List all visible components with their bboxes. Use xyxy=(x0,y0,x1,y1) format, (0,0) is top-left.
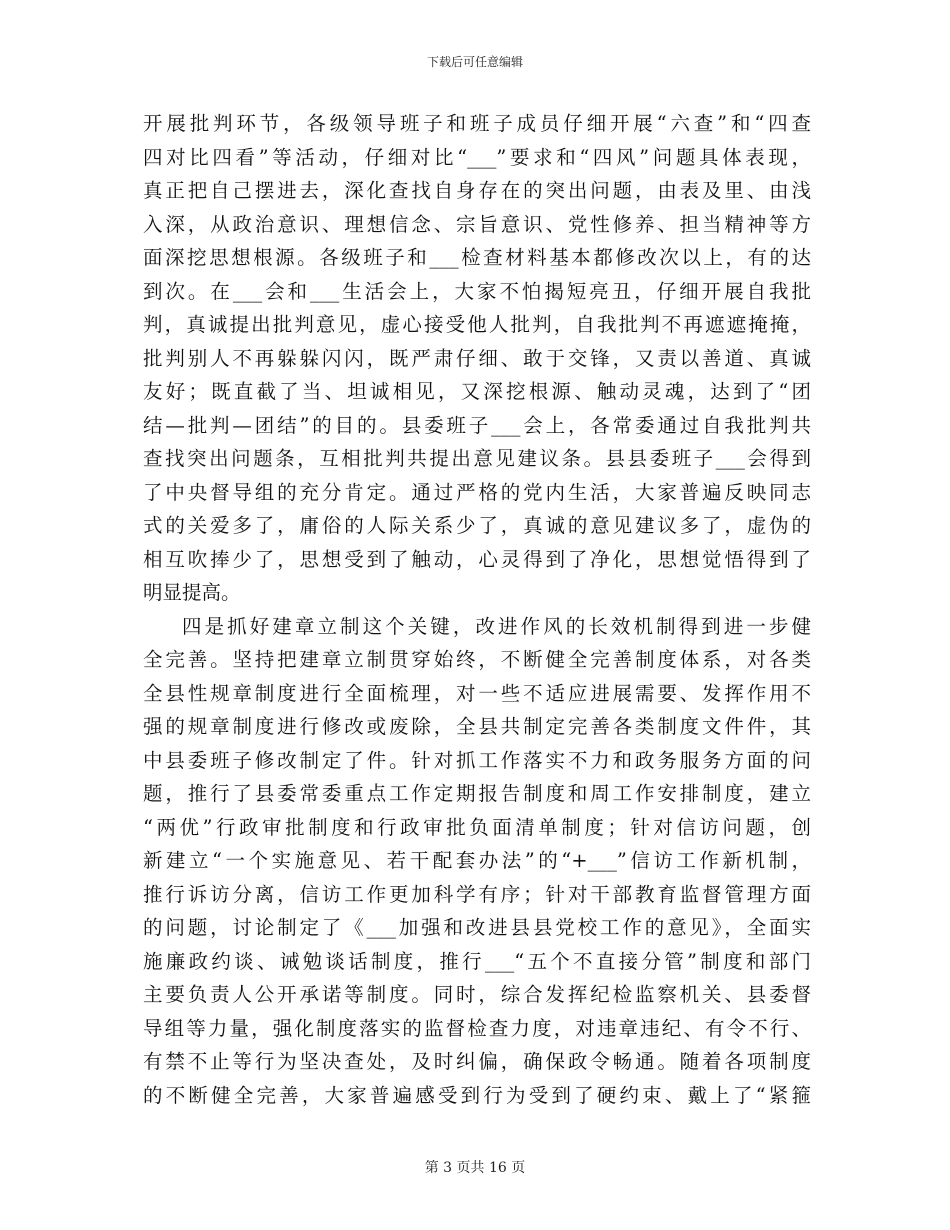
text-line: 判，真诚提出批判意见，虚心接受他人批判，自我批判不再遮遮掩掩， xyxy=(143,313,811,336)
text-line: 新建立“一个实施意见、若干配套办法”的“+___”信访工作新机制， xyxy=(143,849,811,872)
text-line: 的不断健全完善，大家普遍感受到行为受到了硬约束、戴上了“紧箍 xyxy=(143,1083,811,1107)
text-line: 批判别人不再躲躲闪闪，既严肃仔细、敢于交锋，又责以善道、真诚 xyxy=(143,346,811,370)
text-line: 查找突出问题条，互相批判共提出意见建议条。县县委班子___会得到 xyxy=(143,447,811,470)
text-line: 了中央督导组的充分肯定。通过严格的党内生活，大家普遍反映同志 xyxy=(143,480,811,504)
text-line: 四是抓好建章立制这个关键，改进作风的长效机制得到进一步健 xyxy=(182,614,811,638)
text-line: 导组等力量，强化制度落实的监督检查力度，对违章违纪、有令不行、 xyxy=(143,1016,811,1040)
page-footer: 第 3 页共 16 页 xyxy=(424,1160,526,1176)
page-header: 下载后可任意编辑 xyxy=(426,55,523,69)
text-line: 施廉政约谈、诫勉谈话制度，推行___“五个不直接分管”制度和部门 xyxy=(143,949,811,973)
text-line: 相互吹捧少了，思想受到了触动，心灵得到了净化，思想觉悟得到了 xyxy=(143,547,811,571)
text-line: 明显提高。 xyxy=(143,581,241,604)
text-line: 结—批判—团结”的目的。县委班子___会上，各常委通过自我批判共 xyxy=(143,413,811,437)
text-line: 式的关爱多了，庸俗的人际关系少了，真诚的意见建议多了，虚伪的 xyxy=(143,514,811,537)
text-line: “两优”行政审批制度和行政审批负面清单制度；针对信访问题，创 xyxy=(143,815,811,839)
text-line: 题，推行了县委常委重点工作定期报告制度和周工作安排制度，建立 xyxy=(143,782,811,805)
text-line: 主要负责人公开承诺等制度。同时，综合发挥纪检监察机关、县委督 xyxy=(143,983,811,1006)
text-line: 中县委班子修改制定了件。针对抓工作落实不力和政务服务方面的问 xyxy=(143,748,811,772)
text-line: 开展批判环节，各级领导班子和班子成员仔细开展“六查”和“四查 xyxy=(143,112,811,135)
text-line: 友好；既直截了当、坦诚相见，又深挖根源、触动灵魂，达到了“团 xyxy=(143,380,811,403)
text-line: 强的规章制度进行修改或废除，全县共制定完善各类制度文件件，其 xyxy=(143,715,811,738)
text-line: 入深，从政治意识、理想信念、宗旨意识、党性修养、担当精神等方 xyxy=(143,212,811,236)
text-line: 到次。在___会和___生活会上，大家不怕揭短亮丑，仔细开展自我批 xyxy=(143,279,811,303)
text-line: 推行诉访分离，信访工作更加科学有序；针对干部教育监督管理方面 xyxy=(143,882,811,906)
text-line: 全完善。坚持把建章立制贯穿始终，不断健全完善制度体系，对各类 xyxy=(143,648,811,671)
document-body xyxy=(143,107,811,1112)
text-line: 有禁不止等行为坚决查处，及时纠偏，确保政令畅通。随着各项制度 xyxy=(143,1050,811,1073)
text-line: 四对比四看”等活动，仔细对比“___”要求和“四风”问题具体表现， xyxy=(143,145,811,169)
text-line: 全县性规章制度进行全面梳理，对一些不适应进展需要、发挥作用不 xyxy=(143,681,811,705)
text-line: 的问题，讨论制定了《___加强和改进县县党校工作的意见》，全面实 xyxy=(143,916,811,939)
text-line: 面深挖思想根源。各级班子和___检查材料基本都修改次以上，有的达 xyxy=(143,246,811,269)
text-line: 真正把自己摆进去，深化查找自身存在的突出问题，由表及里、由浅 xyxy=(143,179,811,202)
